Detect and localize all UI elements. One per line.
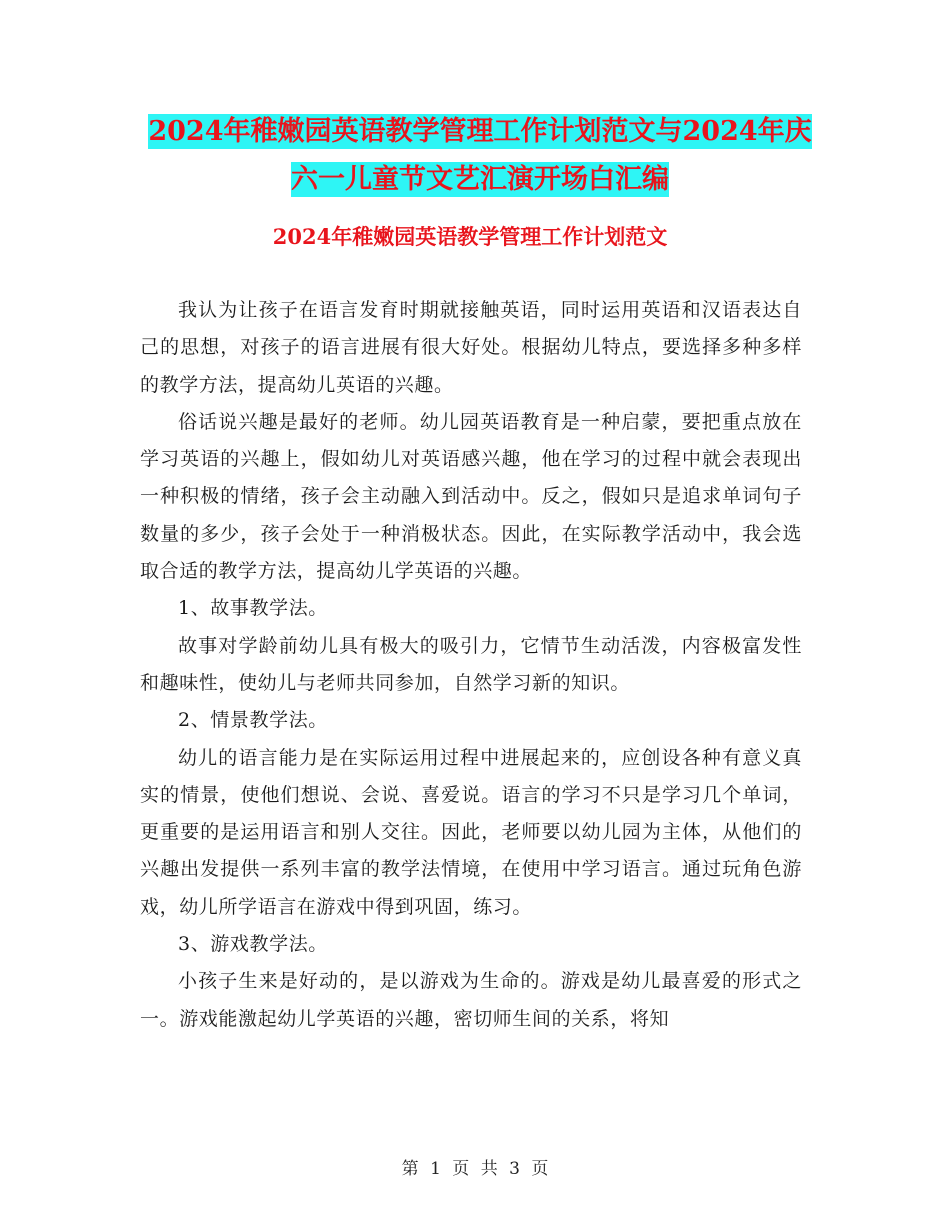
section-title: 2024年稚嫩园英语教学管理工作计划范文 <box>272 224 668 249</box>
document-title <box>130 108 830 204</box>
document-title-line2: 六一儿童节文艺汇演开场白汇编 <box>291 164 669 195</box>
list-heading: 3、游戏教学法。 <box>178 933 328 956</box>
list-heading: 1、故事教学法。 <box>178 597 328 620</box>
paragraph: 故事对学龄前幼儿具有极大的吸引力，它情节生动活泼，内容极富发性和趣味性，使幼儿与老师共同参加，自然学习新的知识。 <box>140 634 802 694</box>
document-body <box>140 292 802 1038</box>
document-title-line1: 2024年稚嫩园英语教学管理工作计划范文与2024年庆 <box>148 116 812 147</box>
paragraph: 我认为让孩子在语言发育时期就接触英语，同时运用英语和汉语表达自己的思想，对孩子的语言进展有很大好处。根据幼儿特点，要选择多种多样的教学方法，提高幼儿英语的兴趣。 <box>140 299 802 396</box>
paragraph: 俗话说兴趣是最好的老师。幼儿园英语教育是一种启蒙，要把重点放在学习英语的兴趣上，假如幼儿对英语感兴趣，他在学习的过程中就会表现出一种积极的情绪，孩子会主动融入到活动中。反之，假如只是追求单词句子数量的多少，孩子会处于一种消极状态。因此，在实际教学活动中，我会选取合适的教学方法，提高幼儿学英语的兴趣。 <box>140 410 802 583</box>
page-number-footer: 第 1 页 共 3 页 <box>401 1159 549 1179</box>
list-heading: 2、情景教学法。 <box>178 709 328 732</box>
paragraph: 小孩子生来是好动的，是以游戏为生命的。游戏是幼儿最喜爱的形式之一。游戏能激起幼儿学英语的兴趣，密切师生间的关系，将知 <box>140 970 802 1030</box>
paragraph: 幼儿的语言能力是在实际运用过程中进展起来的，应创设各种有意义真实的情景，使他们想说、会说、喜爱说。语言的学习不只是学习几个单词，更重要的是运用语言和别人交往。因此，老师要以幼儿园为主体，从他们的兴趣出发提供一系列丰富的教学法情境，在使用中学习语言。通过玩角色游戏，幼儿所学语言在游戏中得到巩固，练习。 <box>140 746 802 918</box>
